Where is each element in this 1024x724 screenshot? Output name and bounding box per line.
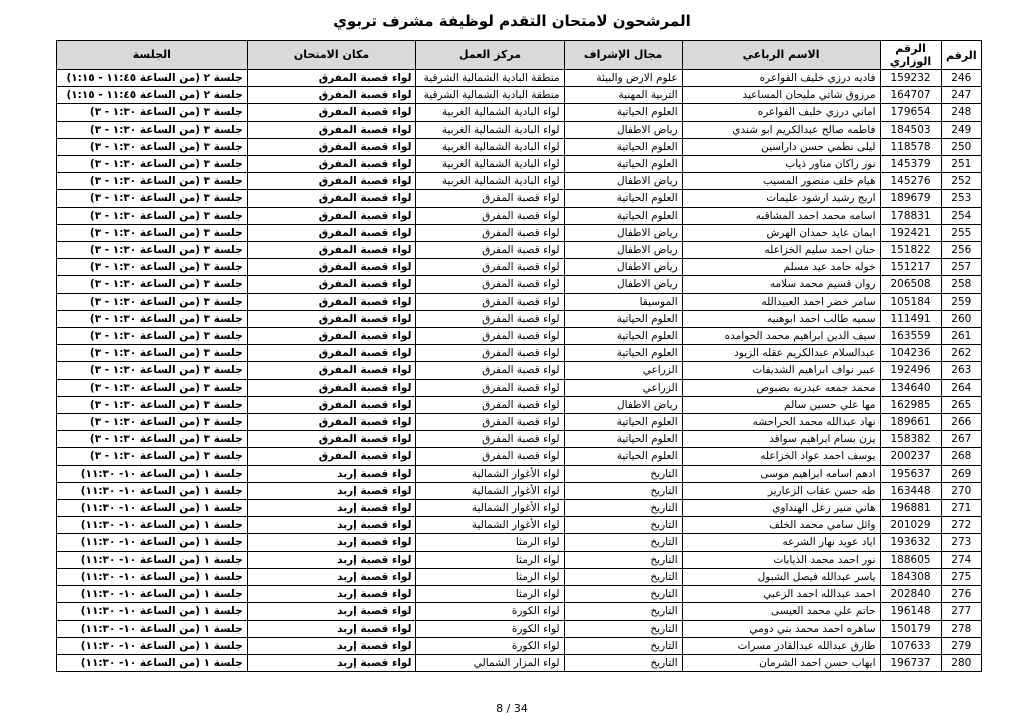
row-session: جلسة ١ (من الساعة ١٠- ١١:٣٠) — [57, 654, 248, 671]
row-exam-place: لواء قصبة إربد — [247, 517, 416, 534]
row-session: جلسة ١ (من الساعة ١٠- ١١:٣٠) — [57, 517, 248, 534]
row-field: العلوم الحياتية — [564, 345, 682, 362]
row-name: مها علي حسين سالم — [682, 396, 880, 413]
row-name: ياسر عبدالله فيصل الشبول — [682, 568, 880, 585]
row-name: مرزوق شاتي مليحان المساعيد — [682, 87, 880, 104]
row-session: جلسة ٣ (من الساعة ١:٣٠ - ٣) — [57, 396, 248, 413]
row-exam-place: لواء قصبة المفرق — [247, 328, 416, 345]
row-exam-place: لواء قصبة إربد — [247, 551, 416, 568]
row-session: جلسة ٣ (من الساعة ١:٣٠ - ٣) — [57, 345, 248, 362]
row-ministry-id: 158382 — [880, 431, 941, 448]
row-ministry-id: 196148 — [880, 603, 941, 620]
row-ministry-id: 179654 — [880, 104, 941, 121]
row-work-center: لواء قصبة المفرق — [416, 345, 564, 362]
row-ministry-id: 189661 — [880, 414, 941, 431]
row-exam-place: لواء قصبة المفرق — [247, 138, 416, 155]
table-row — [57, 207, 982, 224]
row-field: العلوم الحياتية — [564, 156, 682, 173]
row-name: طارق عبدالله عبدالقادر مسرات — [682, 637, 880, 654]
row-num: 252 — [941, 173, 981, 190]
row-num: 267 — [941, 431, 981, 448]
header-exam-place: مكان الامتحان — [247, 41, 416, 70]
row-session: جلسة ٣ (من الساعة ١:٣٠ - ٣) — [57, 448, 248, 465]
row-session: جلسة ٣ (من الساعة ١:٣٠ - ٣) — [57, 173, 248, 190]
row-work-center: لواء البادية الشمالية الغربية — [416, 121, 564, 138]
row-num: 259 — [941, 293, 981, 310]
row-ministry-id: 192496 — [880, 362, 941, 379]
row-exam-place: لواء قصبة المفرق — [247, 121, 416, 138]
row-name: اسامه محمد احمد المشاقبه — [682, 207, 880, 224]
row-session: جلسة ١ (من الساعة ١٠- ١١:٣٠) — [57, 482, 248, 499]
row-num: 271 — [941, 500, 981, 517]
row-exam-place: لواء قصبة المفرق — [247, 190, 416, 207]
table-row — [57, 87, 982, 104]
row-field: العلوم الحياتية — [564, 190, 682, 207]
row-name: فاطمه صالح عبدالكريم ابو شندي — [682, 121, 880, 138]
row-name: هاني منير زعل الهنداوي — [682, 500, 880, 517]
row-name: نور راكان مناور ذياب — [682, 156, 880, 173]
row-field: التاريخ — [564, 551, 682, 568]
row-field: العلوم الحياتية — [564, 207, 682, 224]
row-name: هيام خلف منصور المسيب — [682, 173, 880, 190]
table-row — [57, 310, 982, 327]
row-session: جلسة ١ (من الساعة ١٠- ١١:٣٠) — [57, 586, 248, 603]
row-ministry-id: 192421 — [880, 224, 941, 241]
row-name: ايهاب حسن احمد الشرمان — [682, 654, 880, 671]
row-session: جلسة ١ (من الساعة ١٠- ١١:٣٠) — [57, 603, 248, 620]
row-work-center: لواء الكورة — [416, 637, 564, 654]
row-ministry-id: 196737 — [880, 654, 941, 671]
row-ministry-id: 163448 — [880, 482, 941, 499]
row-name: عبير نواف ابراهيم الشديفات — [682, 362, 880, 379]
row-exam-place: لواء قصبة إربد — [247, 568, 416, 585]
row-num: 261 — [941, 328, 981, 345]
row-num: 250 — [941, 138, 981, 155]
row-ministry-id: 105184 — [880, 293, 941, 310]
row-field: العلوم الحياتية — [564, 414, 682, 431]
row-name: ليلى نظمي حسن داراسين — [682, 138, 880, 155]
row-name: خوله حامد عيد مسلم — [682, 259, 880, 276]
row-num: 272 — [941, 517, 981, 534]
row-num: 275 — [941, 568, 981, 585]
row-num: 246 — [941, 70, 981, 87]
row-num: 279 — [941, 637, 981, 654]
row-exam-place: لواء قصبة المفرق — [247, 242, 416, 259]
row-work-center: لواء قصبة المفرق — [416, 224, 564, 241]
row-exam-place: لواء قصبة المفرق — [247, 276, 416, 293]
table-row — [57, 156, 982, 173]
row-name: سميه طالب احمد ابوهنيه — [682, 310, 880, 327]
row-field: التربية المهنية — [564, 87, 682, 104]
row-field: الزراعي — [564, 379, 682, 396]
row-work-center: لواء قصبة المفرق — [416, 242, 564, 259]
row-ministry-id: 196881 — [880, 500, 941, 517]
row-work-center: لواء الرمثا — [416, 551, 564, 568]
row-session: جلسة ٣ (من الساعة ١:٣٠ - ٣) — [57, 259, 248, 276]
row-field: العلوم الحياتية — [564, 448, 682, 465]
row-work-center: لواء الأغوار الشمالية — [416, 517, 564, 534]
row-num: 251 — [941, 156, 981, 173]
row-field: التاريخ — [564, 568, 682, 585]
table-row — [57, 500, 982, 517]
row-session: جلسة ٣ (من الساعة ١:٣٠ - ٣) — [57, 310, 248, 327]
row-ministry-id: 162985 — [880, 396, 941, 413]
candidates-table — [56, 40, 982, 672]
table-row — [57, 242, 982, 259]
row-name: ادهم اسامه ابراهيم موسى — [682, 465, 880, 482]
row-exam-place: لواء قصبة المفرق — [247, 396, 416, 413]
table-row — [57, 396, 982, 413]
table-row — [57, 293, 982, 310]
row-exam-place: لواء قصبة المفرق — [247, 224, 416, 241]
row-session: جلسة ٢ (من الساعة ١١:٤٥ - ١:١٥) — [57, 87, 248, 104]
row-field: التاريخ — [564, 603, 682, 620]
row-session: جلسة ٣ (من الساعة ١:٣٠ - ٣) — [57, 104, 248, 121]
row-field: التاريخ — [564, 620, 682, 637]
row-session: جلسة ٣ (من الساعة ١:٣٠ - ٣) — [57, 293, 248, 310]
row-num: 265 — [941, 396, 981, 413]
row-name: يوسف احمد عواد الخزاعله — [682, 448, 880, 465]
row-num: 274 — [941, 551, 981, 568]
row-ministry-id: 164707 — [880, 87, 941, 104]
row-field: العلوم الحياتية — [564, 431, 682, 448]
row-work-center: لواء الكورة — [416, 603, 564, 620]
row-ministry-id: 206508 — [880, 276, 941, 293]
header-session: الجلسة — [57, 41, 248, 70]
table-row — [57, 414, 982, 431]
row-num: 263 — [941, 362, 981, 379]
row-name: يزن بسام ابراهيم سواقد — [682, 431, 880, 448]
row-work-center: لواء قصبة المفرق — [416, 207, 564, 224]
row-work-center: لواء قصبة المفرق — [416, 396, 564, 413]
row-name: حنان احمد سليم الخزاعله — [682, 242, 880, 259]
table-row — [57, 551, 982, 568]
row-name: فاديه درزي خليف الفواعره — [682, 70, 880, 87]
row-field: التاريخ — [564, 482, 682, 499]
row-ministry-id: 145276 — [880, 173, 941, 190]
row-exam-place: لواء قصبة المفرق — [247, 362, 416, 379]
row-name: محمد جمعه عبدربه بصبوص — [682, 379, 880, 396]
row-num: 278 — [941, 620, 981, 637]
row-work-center: لواء قصبة المفرق — [416, 362, 564, 379]
row-session: جلسة ٣ (من الساعة ١:٣٠ - ٣) — [57, 414, 248, 431]
row-name: ايمان عايد حمدان الهرش — [682, 224, 880, 241]
row-ministry-id: 151822 — [880, 242, 941, 259]
table-row — [57, 224, 982, 241]
row-num: 253 — [941, 190, 981, 207]
table-row — [57, 190, 982, 207]
row-name: سامر خضر احمد العبيدالله — [682, 293, 880, 310]
table-row — [57, 620, 982, 637]
table-row — [57, 276, 982, 293]
table-row — [57, 138, 982, 155]
row-ministry-id: 163559 — [880, 328, 941, 345]
table-row — [57, 104, 982, 121]
row-name: احمد عبدالله احمد الزعبي — [682, 586, 880, 603]
row-work-center: لواء الأغوار الشمالية — [416, 500, 564, 517]
row-ministry-id: 104236 — [880, 345, 941, 362]
row-name: حاتم علي محمد العيسى — [682, 603, 880, 620]
row-session: جلسة ١ (من الساعة ١٠- ١١:٣٠) — [57, 534, 248, 551]
row-work-center: لواء الأغوار الشمالية — [416, 465, 564, 482]
row-exam-place: لواء قصبة المفرق — [247, 431, 416, 448]
row-field: رياض الاطفال — [564, 224, 682, 241]
row-exam-place: لواء قصبة المفرق — [247, 414, 416, 431]
row-num: 247 — [941, 87, 981, 104]
table-row — [57, 431, 982, 448]
row-ministry-id: 134640 — [880, 379, 941, 396]
row-exam-place: لواء قصبة المفرق — [247, 173, 416, 190]
row-num: 268 — [941, 448, 981, 465]
row-field: العلوم الحياتية — [564, 138, 682, 155]
table-row — [57, 534, 982, 551]
row-work-center: لواء قصبة المفرق — [416, 379, 564, 396]
table-row — [57, 259, 982, 276]
table-row — [57, 586, 982, 603]
row-work-center: لواء قصبة المفرق — [416, 259, 564, 276]
row-exam-place: لواء قصبة المفرق — [247, 345, 416, 362]
row-ministry-id: 201029 — [880, 517, 941, 534]
table-row — [57, 654, 982, 671]
row-name: روان قسيم محمد سلامه — [682, 276, 880, 293]
row-ministry-id: 145379 — [880, 156, 941, 173]
table-row — [57, 517, 982, 534]
row-exam-place: لواء قصبة المفرق — [247, 70, 416, 87]
table-row — [57, 448, 982, 465]
header-ministry-id: الرقم الوزاري — [880, 41, 941, 70]
row-ministry-id: 159232 — [880, 70, 941, 87]
header-work-center: مركز العمل — [416, 41, 564, 70]
row-name: اريج رشيد ارشود عليمات — [682, 190, 880, 207]
table-row — [57, 568, 982, 585]
row-work-center: لواء البادية الشمالية الغربية — [416, 173, 564, 190]
row-field: رياض الاطفال — [564, 276, 682, 293]
row-ministry-id: 111491 — [880, 310, 941, 327]
row-session: جلسة ٢ (من الساعة ١١:٤٥ - ١:١٥) — [57, 70, 248, 87]
row-exam-place: لواء قصبة إربد — [247, 482, 416, 499]
row-name: عبدالسلام عبدالكريم عقله الزيود — [682, 345, 880, 362]
row-field: التاريخ — [564, 586, 682, 603]
row-num: 273 — [941, 534, 981, 551]
row-work-center: لواء قصبة المفرق — [416, 190, 564, 207]
row-session: جلسة ٣ (من الساعة ١:٣٠ - ٣) — [57, 362, 248, 379]
row-name: نور احمد محمد الذيابات — [682, 551, 880, 568]
row-work-center: منطقة البادية الشمالية الشرقية — [416, 70, 564, 87]
row-exam-place: لواء قصبة المفرق — [247, 104, 416, 121]
row-exam-place: لواء قصبة إربد — [247, 465, 416, 482]
row-name: اياد عويد نهار الشرعه — [682, 534, 880, 551]
row-work-center: لواء الرمثا — [416, 534, 564, 551]
row-name: وائل سامي محمد الخلف — [682, 517, 880, 534]
row-num: 248 — [941, 104, 981, 121]
row-name: سيف الدين ابراهيم محمد الحوامده — [682, 328, 880, 345]
header-num: الرقم — [941, 41, 981, 70]
row-ministry-id: 202840 — [880, 586, 941, 603]
row-exam-place: لواء قصبة إربد — [247, 603, 416, 620]
row-num: 269 — [941, 465, 981, 482]
row-num: 276 — [941, 586, 981, 603]
row-session: جلسة ٣ (من الساعة ١:٣٠ - ٣) — [57, 431, 248, 448]
header-field: مجال الإشراف — [564, 41, 682, 70]
row-session: جلسة ٣ (من الساعة ١:٣٠ - ٣) — [57, 276, 248, 293]
row-session: جلسة ٣ (من الساعة ١:٣٠ - ٣) — [57, 190, 248, 207]
row-num: 256 — [941, 242, 981, 259]
table-row — [57, 345, 982, 362]
row-field: علوم الارض والبيئة — [564, 70, 682, 87]
document-title: المرشحون لامتحان التقدم لوظيفة مشرف تربوي — [333, 12, 691, 30]
row-num: 254 — [941, 207, 981, 224]
row-work-center: لواء قصبة المفرق — [416, 310, 564, 327]
row-field: الموسيقا — [564, 293, 682, 310]
row-exam-place: لواء قصبة المفرق — [247, 156, 416, 173]
row-session: جلسة ٣ (من الساعة ١:٣٠ - ٣) — [57, 328, 248, 345]
row-exam-place: لواء قصبة إربد — [247, 500, 416, 517]
row-name: ساهره احمد محمد بني دومي — [682, 620, 880, 637]
row-num: 270 — [941, 482, 981, 499]
table-header-row — [57, 41, 982, 70]
row-work-center: لواء قصبة المفرق — [416, 293, 564, 310]
row-num: 258 — [941, 276, 981, 293]
row-field: رياض الاطفال — [564, 121, 682, 138]
row-ministry-id: 151217 — [880, 259, 941, 276]
row-field: التاريخ — [564, 465, 682, 482]
row-field: رياض الاطفال — [564, 396, 682, 413]
row-session: جلسة ٣ (من الساعة ١:٣٠ - ٣) — [57, 138, 248, 155]
row-field: العلوم الحياتية — [564, 310, 682, 327]
row-work-center: لواء قصبة المفرق — [416, 328, 564, 345]
row-field: التاريخ — [564, 654, 682, 671]
row-ministry-id: 178831 — [880, 207, 941, 224]
row-exam-place: لواء قصبة إربد — [247, 586, 416, 603]
row-session: جلسة ١ (من الساعة ١٠- ١١:٣٠) — [57, 500, 248, 517]
row-num: 266 — [941, 414, 981, 431]
row-num: 262 — [941, 345, 981, 362]
row-session: جلسة ١ (من الساعة ١٠- ١١:٣٠) — [57, 465, 248, 482]
row-ministry-id: 188605 — [880, 551, 941, 568]
row-ministry-id: 184308 — [880, 568, 941, 585]
row-session: جلسة ١ (من الساعة ١٠- ١١:٣٠) — [57, 620, 248, 637]
row-exam-place: لواء قصبة المفرق — [247, 448, 416, 465]
row-field: التاريخ — [564, 517, 682, 534]
row-exam-place: لواء قصبة إربد — [247, 534, 416, 551]
table-row — [57, 379, 982, 396]
row-field: العلوم الحياتية — [564, 104, 682, 121]
row-exam-place: لواء قصبة المفرق — [247, 379, 416, 396]
row-ministry-id: 193632 — [880, 534, 941, 551]
table-row — [57, 603, 982, 620]
row-num: 249 — [941, 121, 981, 138]
row-ministry-id: 195637 — [880, 465, 941, 482]
row-num: 260 — [941, 310, 981, 327]
row-work-center: لواء البادية الشمالية الغربية — [416, 138, 564, 155]
table-row — [57, 70, 982, 87]
row-num: 255 — [941, 224, 981, 241]
row-work-center: لواء الرمثا — [416, 568, 564, 585]
row-session: جلسة ٣ (من الساعة ١:٣٠ - ٣) — [57, 207, 248, 224]
row-name: اماني درزي خليف الفواعره — [682, 104, 880, 121]
row-name: طه حسن عقاب الزعارير — [682, 482, 880, 499]
row-exam-place: لواء قصبة المفرق — [247, 310, 416, 327]
row-exam-place: لواء قصبة المفرق — [247, 259, 416, 276]
row-work-center: لواء قصبة المفرق — [416, 414, 564, 431]
row-field: رياض الاطفال — [564, 242, 682, 259]
table-row — [57, 482, 982, 499]
row-exam-place: لواء قصبة إربد — [247, 637, 416, 654]
row-work-center: لواء البادية الشمالية الغربية — [416, 156, 564, 173]
row-num: 280 — [941, 654, 981, 671]
row-session: جلسة ٣ (من الساعة ١:٣٠ - ٣) — [57, 379, 248, 396]
row-field: العلوم الحياتية — [564, 328, 682, 345]
row-exam-place: لواء قصبة إربد — [247, 620, 416, 637]
row-num: 257 — [941, 259, 981, 276]
row-ministry-id: 118578 — [880, 138, 941, 155]
table-row — [57, 328, 982, 345]
row-field: التاريخ — [564, 500, 682, 517]
row-ministry-id: 184503 — [880, 121, 941, 138]
row-field: رياض الاطفال — [564, 259, 682, 276]
row-field: التاريخ — [564, 534, 682, 551]
row-work-center: لواء قصبة المفرق — [416, 448, 564, 465]
row-ministry-id: 150179 — [880, 620, 941, 637]
row-exam-place: لواء قصبة إربد — [247, 654, 416, 671]
page-number: 8 / 34 — [496, 702, 528, 715]
row-work-center: لواء الرمثا — [416, 586, 564, 603]
row-work-center: لواء قصبة المفرق — [416, 276, 564, 293]
row-session: جلسة ١ (من الساعة ١٠- ١١:٣٠) — [57, 551, 248, 568]
table-row — [57, 465, 982, 482]
row-name: نهاد عبدالله محمد الحراحشه — [682, 414, 880, 431]
table-row — [57, 173, 982, 190]
row-field: الزراعي — [564, 362, 682, 379]
row-work-center: منطقة البادية الشمالية الشرقية — [416, 87, 564, 104]
row-ministry-id: 200237 — [880, 448, 941, 465]
row-work-center: لواء الكورة — [416, 620, 564, 637]
row-num: 277 — [941, 603, 981, 620]
row-exam-place: لواء قصبة المفرق — [247, 87, 416, 104]
row-session: جلسة ١ (من الساعة ١٠- ١١:٣٠) — [57, 637, 248, 654]
row-field: التاريخ — [564, 637, 682, 654]
header-name: الاسم الرباعي — [682, 41, 880, 70]
row-ministry-id: 107633 — [880, 637, 941, 654]
row-ministry-id: 189679 — [880, 190, 941, 207]
row-work-center: لواء قصبة المفرق — [416, 431, 564, 448]
row-session: جلسة ٣ (من الساعة ١:٣٠ - ٣) — [57, 224, 248, 241]
row-work-center: لواء البادية الشمالية الغربية — [416, 104, 564, 121]
row-session: جلسة ٣ (من الساعة ١:٣٠ - ٣) — [57, 156, 248, 173]
row-field: رياض الاطفال — [564, 173, 682, 190]
row-session: جلسة ٣ (من الساعة ١:٣٠ - ٣) — [57, 121, 248, 138]
row-work-center: لواء الأغوار الشمالية — [416, 482, 564, 499]
row-session: جلسة ٣ (من الساعة ١:٣٠ - ٣) — [57, 242, 248, 259]
table-row — [57, 121, 982, 138]
row-exam-place: لواء قصبة المفرق — [247, 293, 416, 310]
row-exam-place: لواء قصبة المفرق — [247, 207, 416, 224]
row-work-center: لواء المزار الشمالي — [416, 654, 564, 671]
row-session: جلسة ١ (من الساعة ١٠- ١١:٣٠) — [57, 568, 248, 585]
table-row — [57, 362, 982, 379]
row-num: 264 — [941, 379, 981, 396]
table-row — [57, 637, 982, 654]
